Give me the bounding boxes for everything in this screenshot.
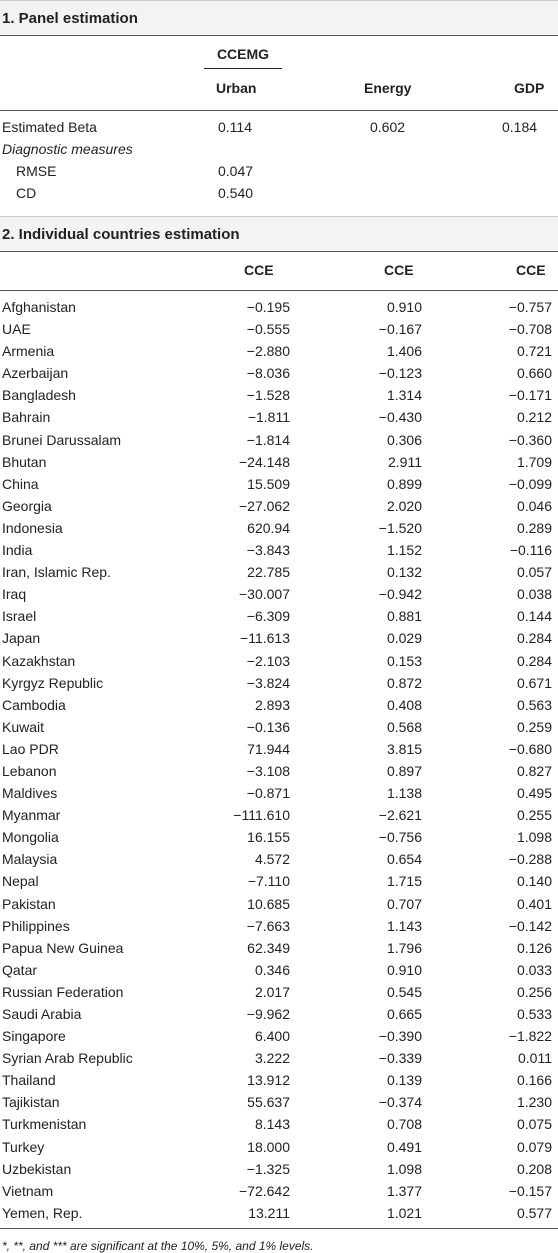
urban-cce-value: 22.785 [247,564,290,581]
energy-cce-value: 0.707 [386,895,422,912]
urban-cce-value: −0.136 [246,718,290,735]
urban-cce-value: −3.843 [246,542,290,559]
urban-cce-value: −3.824 [246,674,290,691]
rmse-row [0,160,558,182]
gdp-column-header: GDP [514,80,545,96]
table-row [0,981,558,1003]
urban-cce-value: 13.211 [248,1204,290,1221]
gdp-cce-value: 0.495 [516,785,552,802]
energy-cce-value: −2.621 [378,807,422,824]
country-name: Syrian Arab Republic [2,1050,133,1067]
energy-cce-value: 1.377 [386,1182,422,1199]
gdp-cce-value: −0.708 [508,321,552,338]
panel-body [0,111,558,216]
cce-header-2: CCE [384,262,414,278]
energy-cce-value: 0.132 [386,564,422,581]
country-name: Israel [2,608,37,625]
rmse-label: RMSE [16,163,57,179]
country-name: Japan [2,630,41,647]
table-row [0,473,558,495]
energy-cce-value: 0.568 [386,718,422,735]
gdp-cce-value: 0.660 [516,365,552,382]
country-name: Malaysia [2,851,58,868]
gdp-cce-value: 0.401 [516,895,552,912]
gdp-cce-value: −0.360 [508,431,552,448]
energy-cce-value: −0.123 [378,365,422,382]
panel-section-title: 1. Panel estimation [0,0,558,36]
country-name: Mongolia [2,829,59,846]
gdp-cce-value: 0.721 [516,343,552,360]
country-name: UAE [2,321,31,338]
gdp-cce-value: 0.577 [516,1204,552,1221]
table-row [0,627,558,649]
urban-cce-value: 16.155 [247,829,290,846]
energy-cce-value: −0.942 [378,586,422,603]
country-name: Kyrgyz Republic [2,674,104,691]
energy-cce-value: 1.796 [386,939,422,956]
country-name: Nepal [2,873,39,890]
gdp-cce-value: −0.288 [508,851,552,868]
urban-cce-value: −7.663 [246,917,290,934]
urban-cce-value: 2.017 [254,983,290,1000]
urban-cce-value: −1.528 [246,387,290,404]
energy-cce-value: 0.881 [386,608,422,625]
energy-cce-value: 1.143 [386,917,422,934]
urban-cce-value: 620.94 [247,519,290,536]
energy-cce-value: 0.665 [386,1006,422,1022]
table-row [0,1180,558,1202]
urban-cce-value: −72.642 [239,1182,290,1199]
table-row [0,561,558,583]
country-name: Kuwait [2,718,45,735]
country-name: Iraq [2,586,27,603]
urban-cce-value: 0.346 [254,961,290,978]
table-row [0,406,558,428]
table-row [0,605,558,627]
energy-cce-value: 0.910 [386,961,422,978]
country-name: Lao PDR [2,740,59,757]
table-row [0,495,558,517]
energy-cce-value: −0.430 [378,409,422,426]
table-row [0,782,558,804]
table-row [0,672,558,694]
energy-cce-value: 0.408 [386,696,422,713]
table-row [0,870,558,892]
country-name: Iran, Islamic Rep. [2,564,111,581]
urban-cce-value: −1.814 [246,431,290,448]
gdp-cce-value: 0.284 [516,630,552,647]
table-row [0,694,558,716]
energy-cce-value: 0.910 [386,299,422,315]
country-name: Bahrain [2,409,51,426]
country-name: Saudi Arabia [2,1006,82,1022]
rmse-value: 0.047 [218,163,254,179]
country-name: Brunei Darussalam [2,431,122,448]
energy-beta: 0.602 [370,119,406,135]
gdp-cce-value: 0.255 [516,807,552,824]
energy-cce-value: 3.815 [386,740,422,757]
country-name: Georgia [2,497,52,514]
table-row [0,893,558,915]
gdp-cce-value: 0.126 [516,939,552,956]
urban-cce-value: −0.555 [246,321,290,338]
table-row [0,583,558,605]
table-row [0,1047,558,1069]
gdp-cce-value: 0.827 [516,762,552,779]
table-row [0,1091,558,1113]
urban-cce-value: −8.036 [246,365,290,382]
country-name: Myanmar [2,807,61,824]
urban-cce-value: −0.871 [246,785,290,802]
urban-cce-value: −0.195 [246,299,290,315]
table-row [0,1202,558,1224]
individual-section-title: 2. Individual countries estimation [0,216,558,252]
country-name: Uzbekistan [2,1160,72,1177]
energy-cce-value: 0.897 [386,762,422,779]
table-row [0,937,558,959]
energy-cce-value: 0.153 [386,652,422,669]
gdp-cce-value: 0.671 [516,674,552,691]
country-name: Pakistan [2,895,56,912]
country-name: Bhutan [2,453,47,470]
country-name: Singapore [2,1028,66,1045]
table-row [0,429,558,451]
gdp-cce-value: 1.230 [516,1094,552,1111]
country-name: Vietnam [2,1182,54,1199]
gdp-cce-value: 0.046 [516,497,552,514]
ccemg-header: CCEMG [204,46,282,69]
gdp-cce-value: 0.075 [516,1116,552,1133]
urban-cce-value: 6.400 [254,1028,290,1045]
individual-column-headers [0,252,558,291]
table-row [0,848,558,870]
country-name: Thailand [2,1072,56,1089]
urban-cce-value: −30.007 [239,586,290,603]
urban-cce-value: 15.509 [247,475,290,492]
cd-value: 0.540 [218,185,254,201]
country-name: Maldives [2,785,58,802]
country-name: Yemen, Rep. [2,1204,83,1221]
urban-cce-value: −7.110 [247,873,290,890]
cce-header-3: CCE [516,262,546,278]
table-row [0,650,558,672]
urban-cce-value: 2.893 [254,696,290,713]
gdp-cce-value: 0.057 [516,564,552,581]
table-row [0,517,558,539]
table-row [0,959,558,981]
gdp-beta: 0.184 [502,119,538,135]
gdp-cce-value: −0.171 [508,387,552,404]
country-name: Armenia [2,343,55,360]
significance-footnote: *, **, and *** are significant at the 10%, 5%, and 1% levels. [2,1238,314,1253]
energy-cce-value: 1.098 [386,1160,422,1177]
country-name: Philippines [2,917,70,934]
energy-cce-value: 0.029 [386,630,422,647]
country-name: Indonesia [2,519,63,536]
urban-column-header: Urban [216,80,257,96]
energy-cce-value: 0.139 [386,1072,422,1089]
urban-cce-value: 3.222 [254,1050,290,1067]
energy-cce-value: 1.406 [386,343,422,360]
country-name: Lebanon [2,762,57,779]
energy-cce-value: 1.152 [386,542,422,559]
urban-cce-value: 71.944 [247,740,290,757]
urban-cce-value: 62.349 [247,939,290,956]
energy-cce-value: 2.020 [386,497,422,514]
energy-cce-value: 0.872 [386,674,422,691]
table-row [0,340,558,362]
country-name: Qatar [2,961,38,978]
table-row [0,318,558,340]
energy-cce-value: −0.167 [378,321,422,338]
table-row [0,1003,558,1025]
table-row [0,804,558,826]
table-row [0,760,558,782]
urban-cce-value: −11.613 [240,630,290,647]
gdp-cce-value: 0.533 [516,1006,552,1022]
table-row [0,384,558,406]
energy-cce-value: 0.491 [386,1138,422,1155]
gdp-cce-value: 0.079 [516,1138,552,1155]
urban-cce-value: −1.811 [247,409,290,426]
gdp-cce-value: 0.256 [516,983,552,1000]
table-row [0,738,558,760]
urban-cce-value: 4.572 [254,851,290,868]
energy-cce-value: 0.654 [386,851,422,868]
urban-cce-value: −2.103 [246,652,290,669]
gdp-cce-value: −0.116 [509,542,552,559]
energy-cce-value: 0.899 [386,475,422,492]
energy-cce-value: 2.911 [388,453,422,470]
gdp-cce-value: 1.098 [516,829,552,846]
energy-cce-value: −1.520 [378,519,422,536]
diagnostic-label: Diagnostic measures [2,141,133,157]
urban-cce-value: 13.912 [247,1072,290,1089]
urban-cce-value: 18.000 [247,1138,290,1155]
gdp-cce-value: 0.038 [516,586,552,603]
gdp-cce-value: −0.157 [508,1182,552,1199]
energy-cce-value: 1.715 [386,873,422,890]
panel-group-header-row [0,36,558,74]
row-label: Estimated Beta [2,119,97,135]
cd-row [0,182,558,204]
table-row [0,296,558,318]
country-name: Russian Federation [2,983,124,1000]
country-name: Bangladesh [2,387,76,404]
cd-label: CD [16,185,37,201]
table-row [0,1025,558,1047]
energy-cce-value: 0.306 [386,431,422,448]
gdp-cce-value: 0.140 [516,873,552,890]
table-row [0,915,558,937]
gdp-cce-value: −1.822 [508,1028,552,1045]
table-row [0,362,558,384]
table-row [0,1069,558,1091]
country-name: Afghanistan [2,299,76,315]
energy-cce-value: 1.314 [386,387,422,404]
urban-cce-value: 8.143 [254,1116,290,1133]
gdp-cce-value: 1.709 [516,453,552,470]
urban-cce-value: −9.962 [246,1006,290,1022]
urban-cce-value: −24.148 [239,453,290,470]
urban-cce-value: −3.108 [246,762,290,779]
panel-column-headers [0,74,558,111]
country-name: Azerbaijan [2,365,69,382]
table-row [0,1136,558,1158]
country-name: Kazakhstan [2,652,76,669]
country-name: Tajikistan [2,1094,60,1111]
country-name: Cambodia [2,696,66,713]
urban-cce-value: 10.685 [247,895,290,912]
table-row [0,716,558,738]
gdp-cce-value: 0.212 [516,409,552,426]
energy-cce-value: 1.021 [386,1204,422,1221]
energy-cce-value: −0.390 [378,1028,422,1045]
gdp-cce-value: −0.099 [508,475,552,492]
table-row [0,826,558,848]
gdp-cce-value: 0.289 [516,519,552,536]
table-row [0,451,558,473]
urban-cce-value: −27.062 [239,497,290,514]
urban-beta: 0.114 [218,119,252,135]
gdp-cce-value: −0.680 [508,740,552,757]
urban-cce-value: 55.637 [247,1094,290,1111]
country-name: India [2,542,33,559]
gdp-cce-value: 0.033 [516,961,552,978]
energy-cce-value: −0.374 [378,1094,422,1111]
gdp-cce-value: −0.142 [508,917,552,934]
estimated-beta-row [0,116,558,138]
table-row [0,1113,558,1135]
energy-cce-value: −0.756 [378,829,422,846]
gdp-cce-value: 0.563 [516,696,552,713]
gdp-cce-value: 0.011 [518,1050,552,1067]
energy-cce-value: 0.545 [386,983,422,1000]
energy-cce-value: 0.708 [386,1116,422,1133]
urban-cce-value: −111.610 [233,807,290,824]
cce-header-1: CCE [244,262,274,278]
energy-cce-value: −0.339 [378,1050,422,1067]
urban-cce-value: −6.309 [246,608,290,625]
gdp-cce-value: 0.284 [516,652,552,669]
energy-cce-value: 1.138 [386,785,422,802]
country-name: Papua New Guinea [2,939,124,956]
table-row [0,1158,558,1180]
country-name: China [2,475,39,492]
gdp-cce-value: 0.144 [516,608,552,625]
individual-rows [0,291,558,1224]
energy-column-header: Energy [364,80,412,96]
gdp-cce-value: 0.259 [516,718,552,735]
gdp-cce-value: 0.166 [516,1072,552,1089]
urban-cce-value: −1.325 [246,1160,290,1177]
country-name: Turkey [2,1138,45,1155]
gdp-cce-value: −0.757 [508,299,552,315]
table-row [0,539,558,561]
urban-cce-value: −2.880 [246,343,290,360]
country-name: Turkmenistan [2,1116,87,1133]
diagnostic-measures-row [0,138,558,160]
gdp-cce-value: 0.208 [516,1160,552,1177]
